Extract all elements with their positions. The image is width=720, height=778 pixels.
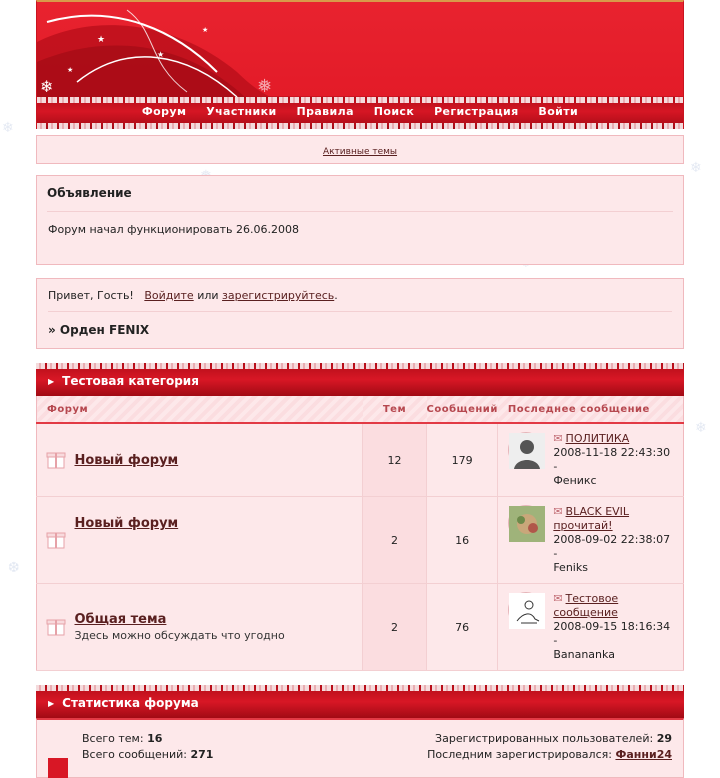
topics-count: 2: [363, 584, 427, 671]
category-header: [36, 363, 684, 396]
registered-users-label: Зарегистрированных пользователей:: [435, 732, 654, 745]
login-link[interactable]: Войдите: [144, 289, 194, 302]
posts-count: 76: [427, 584, 498, 671]
snowflake-icon: ❄: [2, 120, 14, 136]
snowflake-icon: ❄: [695, 420, 707, 436]
stats-title: Статистика форума: [62, 696, 199, 710]
col-last-post: Последнее сообщение: [498, 396, 684, 423]
table-row: [37, 497, 684, 584]
arrow-right-icon: ▶: [48, 699, 55, 708]
arrow-right-icon: ▶: [48, 377, 55, 386]
header-banner: [36, 0, 684, 97]
active-topics-bar: [36, 135, 684, 164]
col-topics: Тем: [363, 396, 427, 423]
envelope-icon: ✉: [553, 505, 563, 518]
snowflake-icon: ❆: [8, 560, 20, 576]
gift-forum-icon: [47, 449, 65, 469]
nav-forum[interactable]: Форум: [141, 105, 187, 118]
gift-forum-icon: [47, 616, 65, 636]
active-topics-link[interactable]: Активные темы: [322, 147, 398, 157]
avatar[interactable]: [508, 505, 544, 541]
stats-icon: [48, 758, 68, 778]
greeting-text: Привет, Гость!: [48, 289, 134, 302]
last-post-author: Banananka: [553, 648, 615, 661]
svg-text:★: ★: [157, 50, 165, 59]
announcement-panel: [36, 175, 684, 265]
announcement-title: Объявление: [47, 186, 673, 212]
total-topics-label: Всего тем:: [82, 732, 144, 745]
col-posts: Сообщений: [427, 396, 498, 423]
forum-table: [36, 396, 684, 671]
avatar[interactable]: [508, 432, 544, 468]
last-post-time: 2008-11-18 22:43:30 -: [553, 446, 671, 473]
nav-search[interactable]: Поиск: [373, 105, 415, 118]
announcement-text: Форум начал функционировать 26.06.2008: [48, 223, 299, 236]
table-row: [37, 423, 684, 497]
forum-link[interactable]: Новый форум: [74, 452, 179, 468]
last-post-author: Феникс: [553, 474, 597, 487]
last-post-time: 2008-09-15 18:16:34 -: [553, 620, 671, 647]
posts-count: 179: [427, 423, 498, 497]
last-post-cell: [498, 584, 684, 671]
posts-count: 16: [427, 497, 498, 584]
page-wrapper: [36, 0, 684, 778]
last-post-time: 2008-09-02 22:38:07 -: [553, 533, 671, 560]
breadcrumb: » Орден FENIX: [48, 323, 150, 337]
forum-link[interactable]: Новый форум: [74, 516, 179, 531]
nav-login[interactable]: Войти: [538, 105, 579, 118]
forum-link[interactable]: Общая тема: [74, 612, 167, 627]
gift-forum-icon: [47, 529, 65, 549]
col-forum: Форум: [37, 396, 363, 423]
last-post-cell: [498, 423, 684, 497]
register-link[interactable]: зарегистрируйтесь: [222, 289, 335, 302]
last-post-link[interactable]: ПОЛИТИКА: [565, 432, 630, 445]
stats-panel: [36, 718, 684, 778]
last-post-link[interactable]: BLACK EVIL прочитай!: [553, 505, 630, 532]
nav-rules[interactable]: Правила: [296, 105, 354, 118]
nav-members[interactable]: Участники: [206, 105, 277, 118]
svg-text:★: ★: [97, 35, 106, 45]
stats-header: [36, 685, 684, 718]
avatar[interactable]: [508, 592, 544, 628]
period-text: .: [334, 289, 338, 302]
category-title[interactable]: Тестовая категория: [62, 374, 199, 388]
snowflake-icon: ❄: [690, 160, 702, 176]
total-topics-value: 16: [147, 732, 163, 745]
last-registered-user-link[interactable]: Фанни24: [615, 748, 672, 761]
registered-users-value: 29: [656, 732, 672, 745]
nav-register[interactable]: Регистрация: [434, 105, 519, 118]
svg-text:★: ★: [202, 26, 209, 34]
topics-count: 2: [363, 497, 427, 584]
christmas-ornament-graphic: [37, 2, 685, 99]
svg-text:❅: ❅: [257, 76, 273, 97]
main-navbar: [36, 97, 684, 129]
forum-description: Здесь можно обсуждать что угодно: [74, 629, 285, 642]
forum-table-header: [37, 396, 684, 423]
envelope-icon: ✉: [553, 432, 563, 445]
last-post-cell: [498, 497, 684, 584]
total-posts-value: 271: [190, 748, 214, 761]
last-registered-label: Последним зарегистрировался:: [427, 748, 612, 761]
last-post-link[interactable]: Тестовое сообщение: [553, 592, 619, 619]
last-post-author: Feniks: [553, 561, 588, 574]
total-posts-label: Всего сообщений:: [82, 748, 187, 761]
envelope-icon: ✉: [553, 592, 563, 605]
table-row: [37, 584, 684, 671]
topics-count: 12: [363, 423, 427, 497]
or-text: или: [197, 289, 219, 302]
welcome-panel: [36, 278, 684, 349]
svg-text:★: ★: [67, 66, 74, 74]
svg-text:❄: ❄: [40, 77, 54, 96]
